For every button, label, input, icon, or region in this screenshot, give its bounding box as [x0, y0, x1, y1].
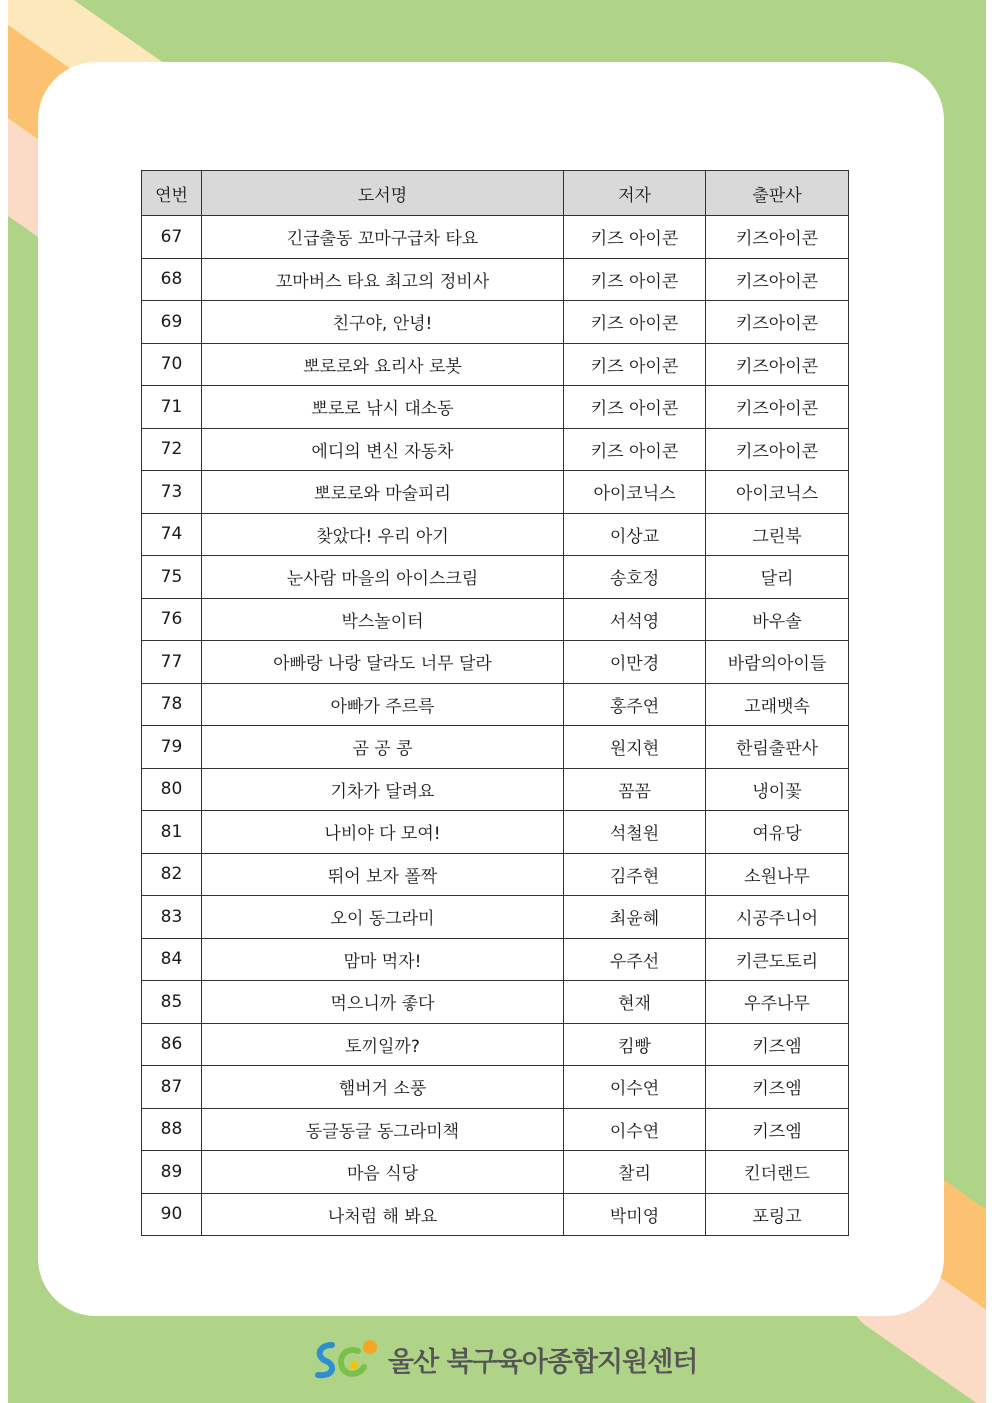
cell-title: 나처럼 해 봐요 — [202, 1193, 564, 1236]
cell-publisher: 포링고 — [706, 1193, 849, 1236]
cell-publisher: 키즈엠 — [706, 1066, 849, 1109]
table-row — [142, 386, 849, 429]
cell-no: 87 — [142, 1066, 202, 1109]
table-row — [142, 1108, 849, 1151]
cell-author: 이상교 — [564, 513, 706, 556]
cell-no: 71 — [142, 386, 202, 429]
cell-no: 79 — [142, 726, 202, 769]
cell-author: 이수연 — [564, 1108, 706, 1151]
cell-title: 뽀로로와 요리사 로봇 — [202, 343, 564, 386]
cell-title: 먹으니까 좋다 — [202, 981, 564, 1024]
cell-author: 키즈 아이콘 — [564, 386, 706, 429]
cell-author: 홍주연 — [564, 683, 706, 726]
cell-publisher: 시공주니어 — [706, 896, 849, 939]
cell-author: 김주현 — [564, 853, 706, 896]
cell-no: 70 — [142, 343, 202, 386]
cell-publisher: 키즈아이콘 — [706, 343, 849, 386]
table-row — [142, 1066, 849, 1109]
table-row — [142, 1023, 849, 1066]
cell-no: 83 — [142, 896, 202, 939]
cell-no: 85 — [142, 981, 202, 1024]
cell-author: 박미영 — [564, 1193, 706, 1236]
cell-title: 아빠랑 나랑 달라도 너무 달라 — [202, 641, 564, 684]
organization-name: 울산 북구육아종합지원센터 — [388, 1346, 698, 1378]
cell-publisher: 키즈엠 — [706, 1023, 849, 1066]
cell-title: 곰 공 콩 — [202, 726, 564, 769]
cell-author: 키즈 아이콘 — [564, 343, 706, 386]
cell-no: 86 — [142, 1023, 202, 1066]
cell-no: 75 — [142, 556, 202, 599]
cell-publisher: 키큰도토리 — [706, 938, 849, 981]
cell-title: 눈사람 마을의 아이스크림 — [202, 556, 564, 599]
cell-title: 긴급출동 꼬마구급차 타요 — [202, 216, 564, 259]
table-row — [142, 768, 849, 811]
table-row — [142, 258, 849, 301]
cell-title: 기차가 달려요 — [202, 768, 564, 811]
cell-title: 박스놀이터 — [202, 598, 564, 641]
cell-title: 뛰어 보자 폴짝 — [202, 853, 564, 896]
cell-publisher: 여유당 — [706, 811, 849, 854]
cell-title: 뽀로로와 마술피리 — [202, 471, 564, 514]
cell-author: 우주선 — [564, 938, 706, 981]
center-logo-icon — [310, 1335, 382, 1383]
footer — [310, 1334, 697, 1384]
cell-title: 아빠가 주르륵 — [202, 683, 564, 726]
cell-no: 84 — [142, 938, 202, 981]
table-row — [142, 726, 849, 769]
cell-publisher: 키즈아이콘 — [706, 216, 849, 259]
cell-publisher: 키즈엠 — [706, 1108, 849, 1151]
book-list-table — [141, 170, 849, 1236]
table-row — [142, 513, 849, 556]
cell-publisher: 달리 — [706, 556, 849, 599]
header-publisher: 출판사 — [706, 171, 849, 216]
cell-no: 89 — [142, 1151, 202, 1194]
cell-author: 이만경 — [564, 641, 706, 684]
cell-title: 뽀로로 낚시 대소동 — [202, 386, 564, 429]
cell-author: 석철원 — [564, 811, 706, 854]
cell-publisher: 한림출판사 — [706, 726, 849, 769]
cell-publisher: 키즈아이콘 — [706, 386, 849, 429]
cell-title: 꼬마버스 타요 최고의 정비사 — [202, 258, 564, 301]
cell-author: 키즈 아이콘 — [564, 301, 706, 344]
table-row — [142, 853, 849, 896]
cell-no: 69 — [142, 301, 202, 344]
cell-publisher: 냉이꽃 — [706, 768, 849, 811]
cell-author: 키즈 아이콘 — [564, 216, 706, 259]
cell-no: 77 — [142, 641, 202, 684]
cell-no: 74 — [142, 513, 202, 556]
cell-no: 82 — [142, 853, 202, 896]
header-title: 도서명 — [202, 171, 564, 216]
table-row — [142, 938, 849, 981]
cell-title: 친구야, 안녕! — [202, 301, 564, 344]
table-row — [142, 598, 849, 641]
cell-title: 마음 식당 — [202, 1151, 564, 1194]
cell-title: 맘마 먹자! — [202, 938, 564, 981]
table-row — [142, 641, 849, 684]
cell-author: 키즈 아이콘 — [564, 428, 706, 471]
cell-no: 72 — [142, 428, 202, 471]
cell-author: 꼼꼼 — [564, 768, 706, 811]
cell-title: 햄버거 소풍 — [202, 1066, 564, 1109]
cell-no: 81 — [142, 811, 202, 854]
table-row — [142, 1193, 849, 1236]
cell-no: 78 — [142, 683, 202, 726]
cell-publisher: 바우솔 — [706, 598, 849, 641]
cell-no: 68 — [142, 258, 202, 301]
cell-publisher: 아이코닉스 — [706, 471, 849, 514]
cell-author: 찰리 — [564, 1151, 706, 1194]
cell-publisher: 그린북 — [706, 513, 849, 556]
table-row — [142, 428, 849, 471]
table-row — [142, 216, 849, 259]
table-row — [142, 471, 849, 514]
cell-title: 나비야 다 모여! — [202, 811, 564, 854]
cell-author: 원지현 — [564, 726, 706, 769]
table-row — [142, 683, 849, 726]
table-row — [142, 556, 849, 599]
cell-no: 88 — [142, 1108, 202, 1151]
table-row — [142, 981, 849, 1024]
cell-no: 90 — [142, 1193, 202, 1236]
table-body — [142, 216, 849, 1236]
table-row — [142, 343, 849, 386]
cell-title: 오이 동그라미 — [202, 896, 564, 939]
cell-no: 67 — [142, 216, 202, 259]
cell-author: 현재 — [564, 981, 706, 1024]
cell-publisher: 고래뱃속 — [706, 683, 849, 726]
cell-title: 동글동글 동그라미책 — [202, 1108, 564, 1151]
cell-author: 이수연 — [564, 1066, 706, 1109]
cell-publisher: 키즈아이콘 — [706, 301, 849, 344]
cell-title: 에디의 변신 자동차 — [202, 428, 564, 471]
cell-publisher: 키즈아이콘 — [706, 258, 849, 301]
cell-title: 찾았다! 우리 아기 — [202, 513, 564, 556]
table-row — [142, 301, 849, 344]
cell-publisher: 우주나무 — [706, 981, 849, 1024]
cell-author: 아이코닉스 — [564, 471, 706, 514]
table-row — [142, 1151, 849, 1194]
header-author: 저자 — [564, 171, 706, 216]
header-no: 연번 — [142, 171, 202, 216]
cell-publisher: 킨더랜드 — [706, 1151, 849, 1194]
table-row — [142, 811, 849, 854]
cell-publisher: 바람의아이들 — [706, 641, 849, 684]
cell-no: 73 — [142, 471, 202, 514]
cell-no: 76 — [142, 598, 202, 641]
table-header-row — [142, 171, 849, 216]
table-row — [142, 896, 849, 939]
cell-no: 80 — [142, 768, 202, 811]
cell-author: 키즈 아이콘 — [564, 258, 706, 301]
cell-author: 서석영 — [564, 598, 706, 641]
cell-author: 송호정 — [564, 556, 706, 599]
cell-author: 최윤혜 — [564, 896, 706, 939]
cell-author: 킴빵 — [564, 1023, 706, 1066]
cell-publisher: 소원나무 — [706, 853, 849, 896]
cell-title: 토끼일까? — [202, 1023, 564, 1066]
cell-publisher: 키즈아이콘 — [706, 428, 849, 471]
